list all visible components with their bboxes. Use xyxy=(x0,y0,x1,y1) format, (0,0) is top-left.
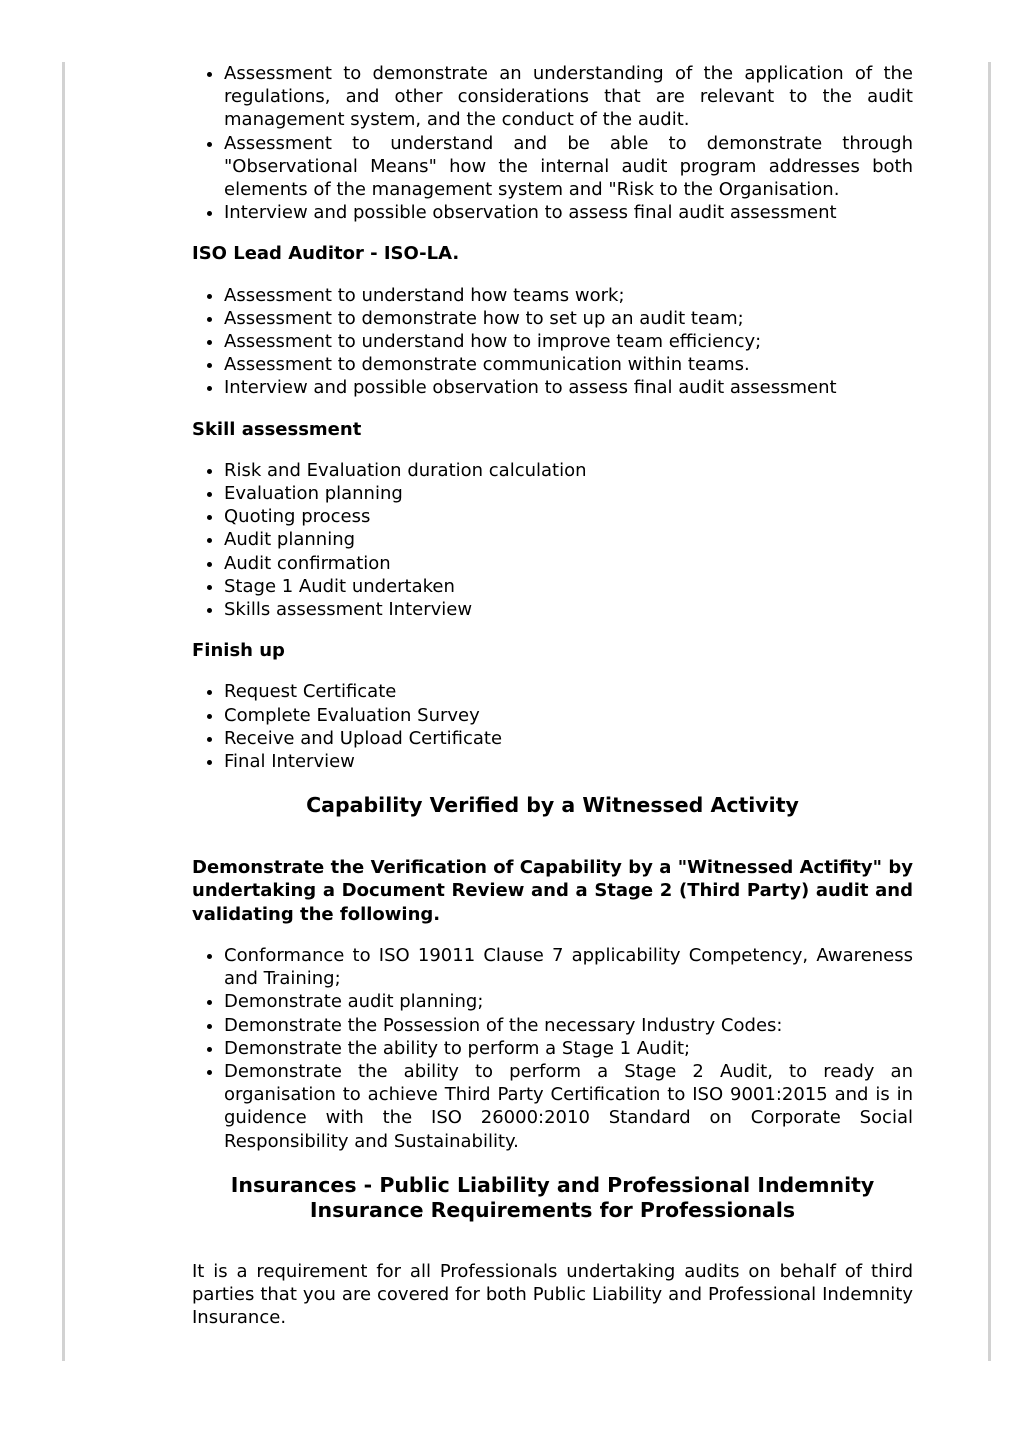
list-item: • Demonstrate the ability to perform a Stage 2 Audit, to ready an organisation to achieve Third Party Certification to ISO 9001:2015 and is in guidence with the ISO 26000:2010 Standard on Corporate Social Responsibility and Sustainability. xyxy=(224,1060,913,1153)
list-item: • Audit planning xyxy=(224,528,913,551)
list-item: • Demonstrate audit planning; xyxy=(224,990,913,1013)
list-item: • Demonstrate the Possession of the necessary Industry Codes: xyxy=(224,1014,913,1037)
list-item: • Assessment to understand how teams work; xyxy=(224,284,913,307)
list-item: • Complete Evaluation Survey xyxy=(224,704,913,727)
list-item: • Assessment to understand and be able to demonstrate through "Observational Means" how the internal audit program addresses both elements of the management system and "Risk to the Organisation. xyxy=(224,132,913,202)
list-item: • Receive and Upload Certificate xyxy=(224,727,913,750)
finish-up-list xyxy=(192,680,913,773)
list-item: • Audit confirmation xyxy=(224,552,913,575)
list-item: • Interview and possible observation to assess final audit assessment xyxy=(224,376,913,399)
list-item: • Assessment to demonstrate an understanding of the application of the regulations, and other considerations that are relevant to the audit management system, and the conduct of the audit. xyxy=(224,62,913,132)
skill-assessment-heading: Skill assessment xyxy=(192,418,362,440)
skill-assessment-list xyxy=(192,459,913,621)
list-item: • Quoting process xyxy=(224,505,913,528)
list-item: • Stage 1 Audit undertaken xyxy=(224,575,913,598)
document-content xyxy=(192,62,913,1329)
intro-bullet-list xyxy=(192,62,913,224)
list-item: • Final Interview xyxy=(224,750,913,773)
insurances-title-line1: Insurances - Public Liability and Professional Indemnity xyxy=(230,1172,875,1197)
lead-auditor-list xyxy=(192,284,913,400)
list-item: • Assessment to demonstrate communication within teams. xyxy=(224,353,913,376)
list-item: • Request Certificate xyxy=(224,680,913,703)
list-item: • Assessment to demonstrate how to set up an audit team; xyxy=(224,307,913,330)
capability-lead-text: Demonstrate the Verification of Capability by a "Witnessed Actifity" by undertaking a Document Review and a Stage 2 (Third Party) audit and validating the following. xyxy=(192,857,913,925)
list-item: • Assessment to understand how to improve team efficiency; xyxy=(224,330,913,353)
list-item: • Conformance to ISO 19011 Clause 7 applicability Competency, Awareness and Training; xyxy=(224,944,913,990)
finish-up-heading: Finish up xyxy=(192,640,285,662)
capability-section-title: Capability Verified by a Witnessed Activity xyxy=(306,793,799,818)
capability-list xyxy=(192,944,913,1153)
insurances-title-line2: Insurance Requirements for Professionals xyxy=(309,1197,796,1222)
page-border-right xyxy=(988,62,991,1361)
lead-auditor-heading: ISO Lead Auditor - ISO-LA. xyxy=(192,243,460,265)
list-item: • Risk and Evaluation duration calculation xyxy=(224,459,913,482)
insurances-section-title xyxy=(192,1173,913,1223)
page-border-left xyxy=(62,62,65,1361)
list-item: • Evaluation planning xyxy=(224,482,913,505)
list-item: • Interview and possible observation to assess final audit assessment xyxy=(224,201,913,224)
list-item: • Skills assessment Interview xyxy=(224,598,913,621)
insurances-paragraph: It is a requirement for all Professionals undertaking audits on behalf of third parties that you are covered for both Public Liability and Professional Indemnity Insurance. xyxy=(192,1260,913,1329)
list-item: • Demonstrate the ability to perform a Stage 1 Audit; xyxy=(224,1037,913,1060)
